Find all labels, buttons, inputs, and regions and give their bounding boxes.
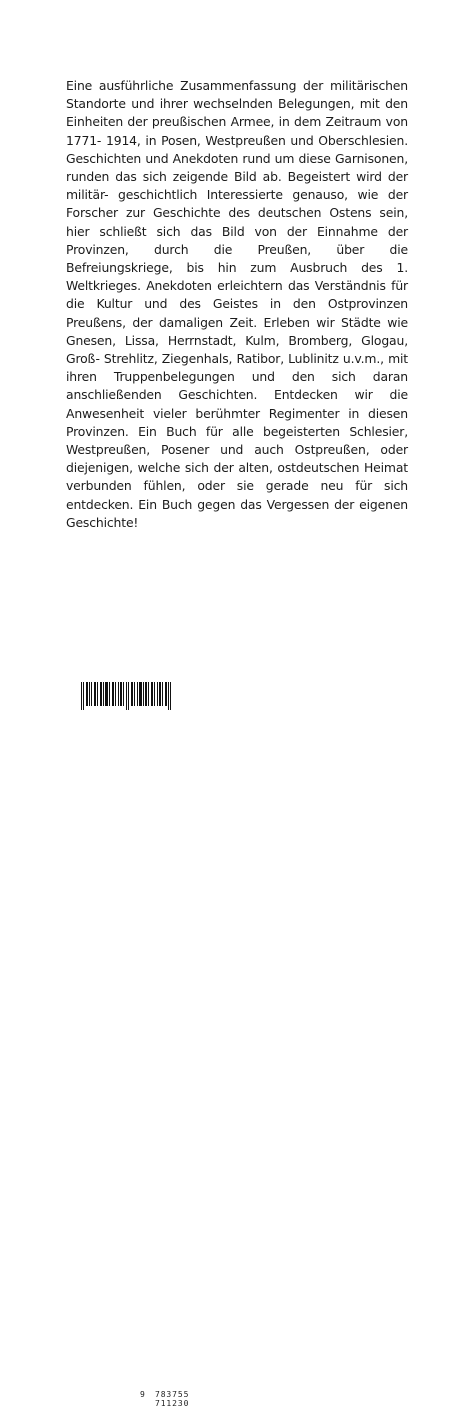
isbn-barcode: [69, 682, 190, 1408]
barcode-bars: [81, 682, 173, 710]
isbn-digits: 783755 711230: [155, 1390, 190, 1408]
blurb-text: Eine ausführliche Zusammenfassung der militärischen Standorte und ihrer wechselnden Belegungen, mit den Einheiten der preußischen Armee, in dem Zeitraum von 1771- 1914, in Posen, Westpreußen und Oberschlesien. Geschichten und Anekdoten rund um diese Garnisonen, runden das sich zeigende Bild ab. Begeistert wird der militär- geschichtlich Interessierte genauso, wie der Forscher zur Geschichte des deutschen Ostens sein, hier schließt sich das Bild von der Einnahme der Provinzen, durch die Preußen, über die Befreiungskriege, bis hin zum Ausbruch des 1. Weltkrieges. Anekdoten erleichtern das Verständnis für die Kultur und des Geistes in den Ostprovinzen Preußens, der damaligen Zeit. Erleben wir Städte wie Gnesen, Lissa, Herrnstadt, Kulm, Bromberg, Glogau, Groß- Strehlitz, Ziegenhals, Ratibor, Lublinitz u.v.m., mit ihren Truppenbelegungen und den sich daran anschließenden Geschichten. Entdecken wir die Anwesenheit vieler berühmter Regimenter in diesen Provinzen. Ein Buch für alle begeisterten Schlesier, Westpreußen, Posener und auch Ostpreußen, oder diejenigen, welche sich der alten, ostdeutschen Heimat verbunden fühlen, oder sie gerade neu für sich entdecken. Ein Buch gegen das Vergessen der eigenen Geschichte!: [66, 78, 408, 530]
isbn-first-digit: 9: [140, 1390, 145, 1399]
